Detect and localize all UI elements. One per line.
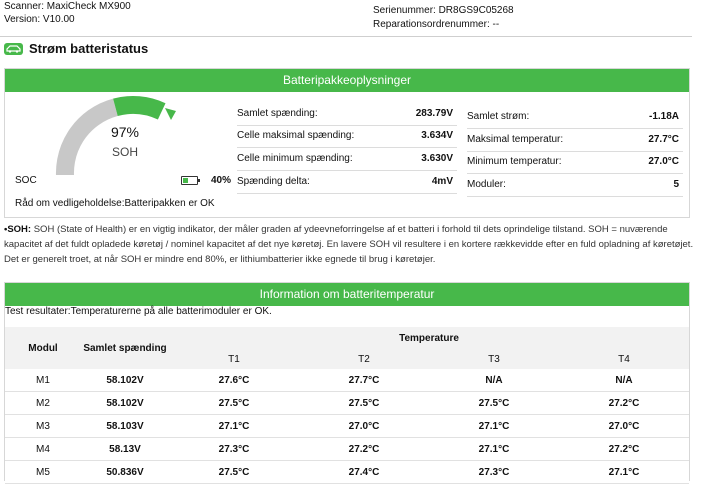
car-icon <box>4 43 23 55</box>
total-current-row <box>467 106 683 129</box>
soh-value: 97% <box>110 124 140 140</box>
column-header-t3: T3 <box>429 349 559 369</box>
t1-cell: 27.6°C <box>169 369 299 392</box>
cell-max-voltage-label: Celle maksimal spænding: <box>237 130 355 141</box>
table-row <box>5 438 689 461</box>
t1-cell: 27.5°C <box>169 461 299 484</box>
t2-cell: 27.7°C <box>299 369 429 392</box>
min-temperature-row <box>467 151 683 174</box>
cell-max-voltage-value: 3.634V <box>421 130 453 141</box>
t3-cell: 27.5°C <box>429 392 559 415</box>
t4-cell: 27.2°C <box>559 438 689 461</box>
t2-cell: 27.4°C <box>299 461 429 484</box>
module-cell: M5 <box>5 461 81 484</box>
cell-min-voltage-label: Celle minimum spænding: <box>237 153 353 164</box>
cell-min-voltage-value: 3.630V <box>421 153 453 164</box>
temperature-test-result: Test resultater:Temperaturerne på alle batterimoduler er OK. <box>5 306 272 317</box>
total-current-value: -1.18A <box>648 111 679 122</box>
soh-gauge-track <box>65 107 115 175</box>
soc-value: 40% <box>211 175 232 186</box>
battery-level-fill <box>183 178 188 183</box>
soh-explanation-prefix: •SOH: <box>4 224 32 235</box>
scanner-name: Scanner: MaxiCheck MX900 <box>4 1 131 12</box>
t4-cell: 27.2°C <box>559 392 689 415</box>
module-cell: M4 <box>5 438 81 461</box>
table-row <box>5 369 689 392</box>
page-title-row <box>4 41 148 56</box>
t1-cell: 27.5°C <box>169 392 299 415</box>
min-temperature-value: 27.0°C <box>648 156 679 167</box>
modules-row <box>467 174 683 197</box>
total-current-label: Samlet strøm: <box>467 111 530 122</box>
column-header-module: Modul <box>5 327 81 369</box>
cell-max-voltage-row <box>237 125 457 148</box>
t4-cell: 27.1°C <box>559 461 689 484</box>
column-header-t4: T4 <box>559 349 689 369</box>
battery-temperature-panel <box>4 282 690 481</box>
soh-explanation <box>4 222 704 267</box>
table-row <box>5 415 689 438</box>
voltage-cell: 58.102V <box>81 392 169 415</box>
temperature-heading: Information om batteritemperatur <box>5 283 689 306</box>
total-voltage-value: 283.79V <box>415 108 453 119</box>
t1-cell: 27.1°C <box>169 415 299 438</box>
voltage-delta-value: 4mV <box>431 176 453 187</box>
soh-gauge-fill <box>115 105 161 111</box>
soh-gauge-pointer <box>165 108 176 120</box>
max-temperature-value: 27.7°C <box>648 134 679 145</box>
battery-icon <box>181 176 198 185</box>
t4-cell: N/A <box>559 369 689 392</box>
t4-cell: 27.0°C <box>559 415 689 438</box>
t3-cell: N/A <box>429 369 559 392</box>
column-header-temperature: Temperature <box>169 327 689 349</box>
t3-cell: 27.3°C <box>429 461 559 484</box>
max-temperature-label: Maksimal temperatur: <box>467 134 564 145</box>
voltage-delta-row <box>237 171 457 194</box>
page-title: Strøm batteristatus <box>29 41 149 56</box>
column-header-t1: T1 <box>169 349 299 369</box>
modules-label: Moduler: <box>467 179 506 190</box>
voltage-delta-label: Spænding delta: <box>237 176 310 187</box>
column-header-t2: T2 <box>299 349 429 369</box>
table-row <box>5 461 689 484</box>
vehicle-info <box>373 4 514 32</box>
t2-cell: 27.2°C <box>299 438 429 461</box>
module-cell: M2 <box>5 392 81 415</box>
serial-number: Serienummer: DR8GS9C05268 <box>373 5 514 16</box>
t2-cell: 27.5°C <box>299 392 429 415</box>
module-cell: M3 <box>5 415 81 438</box>
module-cell: M1 <box>5 369 81 392</box>
total-voltage-label: Samlet spænding: <box>237 108 318 119</box>
battery-pack-panel <box>4 68 690 218</box>
temperature-table <box>5 327 689 484</box>
header-divider <box>0 36 692 37</box>
maintenance-advice: Råd om vedligeholdelse:Batteripakken er OK <box>15 198 215 209</box>
t3-cell: 27.1°C <box>429 438 559 461</box>
voltage-cell: 50.836V <box>81 461 169 484</box>
voltage-cell: 58.103V <box>81 415 169 438</box>
battery-pack-heading: Batteripakkeoplysninger <box>5 69 689 92</box>
device-info <box>4 0 131 26</box>
repair-order-number: Reparationsordrenummer: -- <box>373 19 500 30</box>
soc-label: SOC <box>15 175 37 186</box>
t2-cell: 27.0°C <box>299 415 429 438</box>
cell-min-voltage-row <box>237 148 457 171</box>
modules-value: 5 <box>673 179 679 190</box>
soh-label: SOH <box>111 145 138 159</box>
t3-cell: 27.1°C <box>429 415 559 438</box>
min-temperature-label: Minimum temperatur: <box>467 156 562 167</box>
total-voltage-row <box>237 103 457 126</box>
voltage-cell: 58.102V <box>81 369 169 392</box>
software-version: Version: V10.00 <box>4 14 75 25</box>
table-row <box>5 392 689 415</box>
soh-explanation-text: SOH (State of Health) er en vigtig indikator, der måler graden af ydeevneforringelse af et batteri i forhold til dets oprindelige tilstand. SOH = nuværende kapacitet af det fuldt opladede køretøj / nominel kapacitet af det nye køretøj. En lavere SOH vil resultere i en kortere rækkevidde efter en fuld opladning af køretøjet. Det er generelt troet, at når SOH er mindre end 80%, er lithiumbatterier ikke egnede til brug i køretøjer. <box>4 224 694 265</box>
max-temperature-row <box>467 129 683 152</box>
t1-cell: 27.3°C <box>169 438 299 461</box>
voltage-cell: 58.13V <box>81 438 169 461</box>
column-header-voltage: Samlet spænding <box>81 327 169 369</box>
